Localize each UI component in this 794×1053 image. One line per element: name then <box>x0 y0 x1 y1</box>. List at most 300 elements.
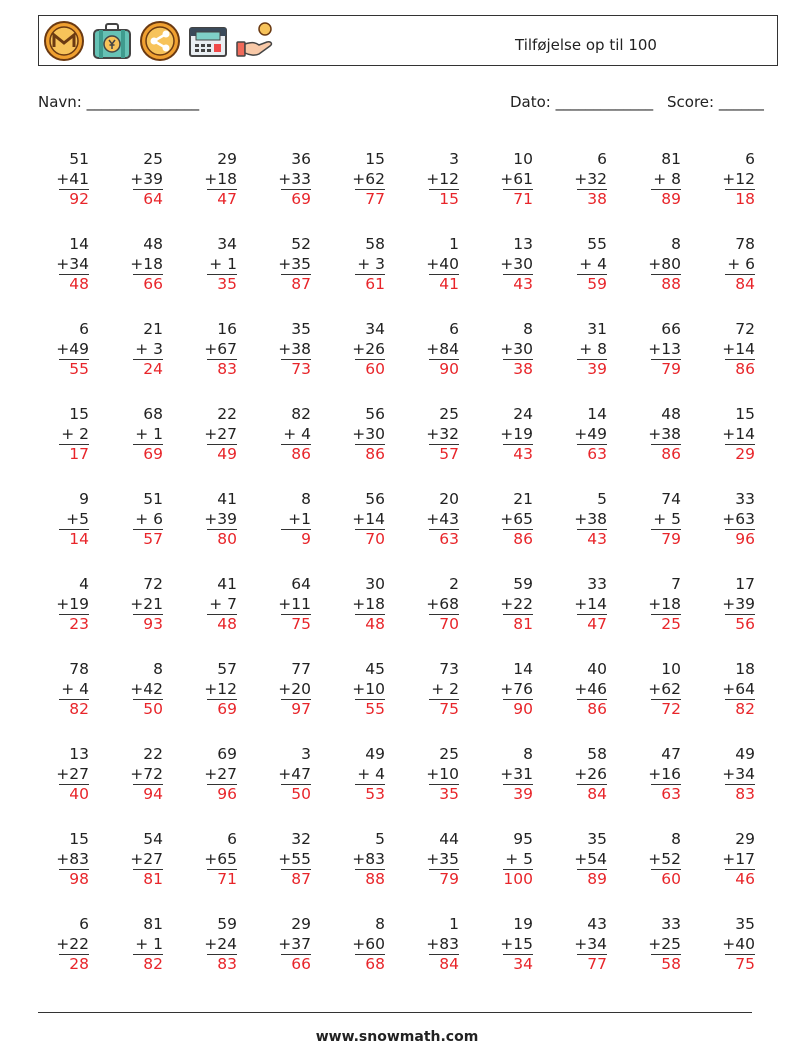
answer: 86 <box>577 699 607 720</box>
addend-top: 36 <box>291 150 311 168</box>
addition-problem <box>103 915 163 975</box>
addend-top: 51 <box>69 150 89 168</box>
date-blank: _____________ <box>555 93 654 111</box>
addition-problem <box>547 830 607 890</box>
addend-top: 35 <box>735 915 755 933</box>
answer: 63 <box>429 529 459 550</box>
addend-top: 73 <box>439 660 459 678</box>
answer: 25 <box>651 614 681 635</box>
addition-problem <box>399 575 459 635</box>
answer: 88 <box>651 274 681 295</box>
addend-top: 8 <box>153 660 163 678</box>
answer: 56 <box>725 614 755 635</box>
addend-bottom: +49 <box>574 424 607 443</box>
addend-bottom: +37 <box>278 934 311 953</box>
answer: 47 <box>577 614 607 635</box>
addend-bottom: +43 <box>426 509 459 528</box>
answer: 94 <box>133 784 163 805</box>
addend-top: 8 <box>671 830 681 848</box>
addend-bottom: +65 <box>500 509 533 528</box>
addend-top: 8 <box>523 745 533 763</box>
header-icons <box>43 20 277 62</box>
addend-bottom: +14 <box>722 339 755 358</box>
name-blank: _______________ <box>86 93 200 111</box>
addend-bottom: +38 <box>574 509 607 528</box>
addition-problem <box>473 745 533 805</box>
yen-suitcase-icon <box>91 20 133 62</box>
addition-problem <box>251 405 311 465</box>
answer: 71 <box>503 189 533 210</box>
addend-top: 72 <box>735 320 755 338</box>
addend-top: 34 <box>365 320 385 338</box>
addend-top: 17 <box>735 575 755 593</box>
addend-top: 5 <box>375 830 385 848</box>
addend-bottom: +67 <box>204 339 237 358</box>
addend-top: 2 <box>449 575 459 593</box>
addition-problem <box>399 745 459 805</box>
addend-bottom: +76 <box>500 679 533 698</box>
answer: 66 <box>133 274 163 295</box>
answer: 75 <box>725 954 755 975</box>
addend-bottom: +19 <box>56 594 89 613</box>
addend-bottom: +42 <box>130 679 163 698</box>
addend-top: 25 <box>439 745 459 763</box>
answer: 35 <box>429 784 459 805</box>
addend-bottom: + 1 <box>135 934 163 953</box>
addition-problem <box>177 915 237 975</box>
addition-problem <box>621 150 681 210</box>
addition-problem <box>251 320 311 380</box>
addend-bottom: +55 <box>278 849 311 868</box>
addition-problem <box>547 490 607 550</box>
addend-top: 74 <box>661 490 681 508</box>
addend-bottom: +83 <box>426 934 459 953</box>
answer: 38 <box>503 359 533 380</box>
addition-problem <box>695 915 755 975</box>
addend-top: 29 <box>291 915 311 933</box>
answer: 49 <box>207 444 237 465</box>
addition-problem <box>103 150 163 210</box>
answer: 53 <box>355 784 385 805</box>
addition-problem <box>695 830 755 890</box>
addition-problem <box>695 660 755 720</box>
addend-bottom: +61 <box>500 169 533 188</box>
addend-top: 82 <box>291 405 311 423</box>
answer: 96 <box>207 784 237 805</box>
answer: 89 <box>577 869 607 890</box>
addition-problem <box>695 320 755 380</box>
answer: 47 <box>207 189 237 210</box>
addend-bottom: +46 <box>574 679 607 698</box>
addend-top: 6 <box>745 150 755 168</box>
addend-top: 35 <box>587 830 607 848</box>
addend-top: 45 <box>365 660 385 678</box>
footer-divider <box>38 1012 752 1013</box>
answer: 43 <box>577 529 607 550</box>
addition-problem <box>29 575 89 635</box>
addend-bottom: +20 <box>278 679 311 698</box>
addend-bottom: +84 <box>426 339 459 358</box>
share-coin-icon <box>139 20 181 62</box>
addend-top: 8 <box>301 490 311 508</box>
answer: 69 <box>133 444 163 465</box>
addend-bottom: +26 <box>352 339 385 358</box>
answer: 96 <box>725 529 755 550</box>
addend-bottom: + 4 <box>61 679 89 698</box>
addition-problem <box>399 320 459 380</box>
addition-problem <box>547 660 607 720</box>
addend-top: 16 <box>217 320 237 338</box>
addend-bottom: +26 <box>574 764 607 783</box>
addend-top: 51 <box>143 490 163 508</box>
answer: 58 <box>651 954 681 975</box>
addend-top: 25 <box>143 150 163 168</box>
addend-top: 32 <box>291 830 311 848</box>
addition-problem <box>177 150 237 210</box>
addend-bottom: +39 <box>130 169 163 188</box>
addition-problem <box>621 660 681 720</box>
addend-top: 4 <box>79 575 89 593</box>
addition-problem <box>29 235 89 295</box>
addition-problem <box>177 830 237 890</box>
addition-problem <box>325 235 385 295</box>
addend-bottom: +11 <box>278 594 311 613</box>
addition-problem <box>251 235 311 295</box>
addition-problem <box>473 150 533 210</box>
answer: 86 <box>651 444 681 465</box>
addend-top: 66 <box>661 320 681 338</box>
addend-top: 33 <box>661 915 681 933</box>
addition-problem <box>325 745 385 805</box>
addend-bottom: +64 <box>722 679 755 698</box>
addition-problem <box>473 320 533 380</box>
addend-bottom: +27 <box>130 849 163 868</box>
addend-top: 58 <box>587 745 607 763</box>
addend-bottom: +83 <box>352 849 385 868</box>
addend-bottom: +14 <box>574 594 607 613</box>
addend-bottom: + 1 <box>135 424 163 443</box>
answer: 23 <box>59 614 89 635</box>
addend-bottom: +60 <box>352 934 385 953</box>
addition-problem <box>29 745 89 805</box>
addition-problem <box>325 915 385 975</box>
addend-bottom: +34 <box>574 934 607 953</box>
answer: 48 <box>207 614 237 635</box>
answer: 55 <box>59 359 89 380</box>
addition-problem <box>177 405 237 465</box>
addend-bottom: +13 <box>648 339 681 358</box>
addend-top: 34 <box>217 235 237 253</box>
answer: 60 <box>651 869 681 890</box>
addend-bottom: +39 <box>204 509 237 528</box>
addend-bottom: + 7 <box>209 594 237 613</box>
answer: 40 <box>59 784 89 805</box>
addend-top: 6 <box>449 320 459 338</box>
addend-top: 55 <box>587 235 607 253</box>
answer: 63 <box>577 444 607 465</box>
addend-bottom: +12 <box>426 169 459 188</box>
addition-problem <box>547 915 607 975</box>
addend-bottom: +18 <box>204 169 237 188</box>
answer: 89 <box>651 189 681 210</box>
answer: 69 <box>281 189 311 210</box>
score-field <box>667 93 764 111</box>
addend-bottom: +21 <box>130 594 163 613</box>
addend-bottom: + 6 <box>727 254 755 273</box>
answer: 34 <box>503 954 533 975</box>
addend-top: 48 <box>661 405 681 423</box>
addition-problem <box>547 150 607 210</box>
addend-top: 13 <box>69 745 89 763</box>
addend-bottom: +18 <box>648 594 681 613</box>
addend-top: 7 <box>671 575 681 593</box>
addend-bottom: +12 <box>722 169 755 188</box>
addend-bottom: + 1 <box>209 254 237 273</box>
addition-problem <box>695 490 755 550</box>
addend-bottom: + 6 <box>135 509 163 528</box>
addend-top: 8 <box>671 235 681 253</box>
addition-problem <box>29 405 89 465</box>
answer: 90 <box>503 699 533 720</box>
addend-top: 40 <box>587 660 607 678</box>
addend-bottom: +52 <box>648 849 681 868</box>
addition-problem <box>177 320 237 380</box>
addition-problem <box>177 660 237 720</box>
addition-problem <box>547 745 607 805</box>
addend-bottom: +54 <box>574 849 607 868</box>
answer: 83 <box>207 359 237 380</box>
addend-top: 15 <box>735 405 755 423</box>
addition-problem <box>473 915 533 975</box>
addend-bottom: +35 <box>278 254 311 273</box>
addition-problem <box>547 235 607 295</box>
addition-problem <box>695 405 755 465</box>
addend-top: 22 <box>143 745 163 763</box>
addition-problem <box>29 320 89 380</box>
answer: 9 <box>281 529 311 550</box>
addend-bottom: +34 <box>722 764 755 783</box>
answer: 28 <box>59 954 89 975</box>
addend-top: 9 <box>79 490 89 508</box>
addend-top: 58 <box>365 235 385 253</box>
monero-coin-icon <box>43 20 85 62</box>
addend-top: 6 <box>79 915 89 933</box>
addend-bottom: +30 <box>500 339 533 358</box>
addend-bottom: +22 <box>500 594 533 613</box>
addend-top: 59 <box>513 575 533 593</box>
addend-bottom: + 2 <box>431 679 459 698</box>
addend-top: 81 <box>143 915 163 933</box>
addend-top: 43 <box>587 915 607 933</box>
addition-problem <box>103 405 163 465</box>
addend-top: 72 <box>143 575 163 593</box>
answer: 57 <box>429 444 459 465</box>
score-label: Score: <box>667 93 715 111</box>
addition-problem <box>103 575 163 635</box>
addition-problem <box>251 575 311 635</box>
addition-problem <box>177 745 237 805</box>
answer: 100 <box>503 870 533 888</box>
answer: 84 <box>725 274 755 295</box>
name-field <box>38 93 199 111</box>
addend-top: 81 <box>661 150 681 168</box>
addend-bottom: + 4 <box>357 764 385 783</box>
addition-problem <box>103 830 163 890</box>
answer: 83 <box>725 784 755 805</box>
addend-top: 14 <box>69 235 89 253</box>
answer: 18 <box>725 189 755 210</box>
answer: 86 <box>281 444 311 465</box>
addend-top: 69 <box>217 745 237 763</box>
addend-top: 57 <box>217 660 237 678</box>
addend-bottom: +19 <box>500 424 533 443</box>
addend-top: 15 <box>69 830 89 848</box>
answer: 71 <box>207 869 237 890</box>
answer: 86 <box>503 529 533 550</box>
addition-problem <box>621 915 681 975</box>
addend-bottom: +27 <box>204 424 237 443</box>
addend-top: 33 <box>735 490 755 508</box>
addend-bottom: +35 <box>426 849 459 868</box>
addend-top: 78 <box>69 660 89 678</box>
answer: 48 <box>355 614 385 635</box>
name-label: Navn: <box>38 93 82 111</box>
answer: 43 <box>503 274 533 295</box>
addition-problem <box>621 575 681 635</box>
answer: 48 <box>59 274 89 295</box>
answer: 14 <box>59 529 89 550</box>
addition-problem <box>547 575 607 635</box>
answer: 79 <box>651 529 681 550</box>
addend-bottom: +47 <box>278 764 311 783</box>
addend-top: 20 <box>439 490 459 508</box>
addition-problem <box>177 490 237 550</box>
addition-problem <box>399 150 459 210</box>
addend-bottom: +24 <box>204 934 237 953</box>
answer: 59 <box>577 274 607 295</box>
answer: 87 <box>281 274 311 295</box>
answer: 73 <box>281 359 311 380</box>
addend-bottom: +14 <box>352 509 385 528</box>
addend-top: 1 <box>449 235 459 253</box>
addend-bottom: +30 <box>500 254 533 273</box>
addend-top: 3 <box>301 745 311 763</box>
addend-bottom: +25 <box>648 934 681 953</box>
answer: 82 <box>59 699 89 720</box>
addition-problem <box>621 320 681 380</box>
addition-problem <box>399 235 459 295</box>
addend-bottom: +31 <box>500 764 533 783</box>
addend-bottom: +5 <box>66 509 89 528</box>
addend-top: 6 <box>227 830 237 848</box>
worksheet-header <box>38 15 778 66</box>
answer: 35 <box>207 274 237 295</box>
addition-problem <box>399 915 459 975</box>
atm-machine-icon <box>187 20 229 62</box>
answer: 81 <box>503 614 533 635</box>
answer: 15 <box>429 189 459 210</box>
addition-problem <box>473 660 533 720</box>
addend-bottom: +15 <box>500 934 533 953</box>
addend-top: 14 <box>587 405 607 423</box>
addend-bottom: + 4 <box>283 424 311 443</box>
answer: 46 <box>725 869 755 890</box>
worksheet-title: Tilføjelse op til 100 <box>515 36 657 54</box>
addition-problem <box>695 745 755 805</box>
addition-problem <box>103 235 163 295</box>
answer: 50 <box>281 784 311 805</box>
addend-bottom: + 8 <box>579 339 607 358</box>
answer: 87 <box>281 869 311 890</box>
addend-bottom: + 2 <box>61 424 89 443</box>
addend-top: 30 <box>365 575 385 593</box>
answer: 84 <box>429 954 459 975</box>
addend-bottom: +33 <box>278 169 311 188</box>
addition-problem <box>399 830 459 890</box>
addend-bottom: +40 <box>722 934 755 953</box>
addend-top: 95 <box>513 830 533 848</box>
answer: 29 <box>725 444 755 465</box>
answer: 92 <box>59 189 89 210</box>
addend-top: 18 <box>735 660 755 678</box>
answer: 50 <box>133 699 163 720</box>
addition-problem <box>547 405 607 465</box>
addend-bottom: +41 <box>56 169 89 188</box>
addend-bottom: +49 <box>56 339 89 358</box>
score-blank: ______ <box>718 93 764 111</box>
addend-top: 41 <box>217 490 237 508</box>
addition-problem <box>695 575 755 635</box>
answer: 68 <box>355 954 385 975</box>
addition-problem <box>103 320 163 380</box>
addition-problem <box>29 150 89 210</box>
addend-top: 47 <box>661 745 681 763</box>
answer: 39 <box>503 784 533 805</box>
addend-bottom: +32 <box>574 169 607 188</box>
addition-problem <box>103 490 163 550</box>
answer: 69 <box>207 699 237 720</box>
addition-problem <box>695 235 755 295</box>
addition-problem <box>621 235 681 295</box>
addition-problem <box>621 405 681 465</box>
addition-problem <box>325 660 385 720</box>
addend-bottom: +38 <box>278 339 311 358</box>
addend-bottom: +38 <box>648 424 681 443</box>
addend-bottom: +12 <box>204 679 237 698</box>
addend-bottom: + 5 <box>653 509 681 528</box>
addition-problem <box>251 660 311 720</box>
answer: 61 <box>355 274 385 295</box>
addend-top: 22 <box>217 405 237 423</box>
addition-problem <box>473 575 533 635</box>
addend-top: 49 <box>735 745 755 763</box>
addend-top: 21 <box>513 490 533 508</box>
addition-problem <box>251 915 311 975</box>
addend-bottom: + 8 <box>653 169 681 188</box>
addend-bottom: +39 <box>722 594 755 613</box>
addend-top: 78 <box>735 235 755 253</box>
answer: 75 <box>429 699 459 720</box>
addend-top: 44 <box>439 830 459 848</box>
answer: 90 <box>429 359 459 380</box>
addend-top: 19 <box>513 915 533 933</box>
addend-bottom: +63 <box>722 509 755 528</box>
answer: 86 <box>725 359 755 380</box>
addition-problem <box>621 830 681 890</box>
addition-problem <box>29 830 89 890</box>
addend-bottom: +16 <box>648 764 681 783</box>
addend-bottom: + 3 <box>135 339 163 358</box>
